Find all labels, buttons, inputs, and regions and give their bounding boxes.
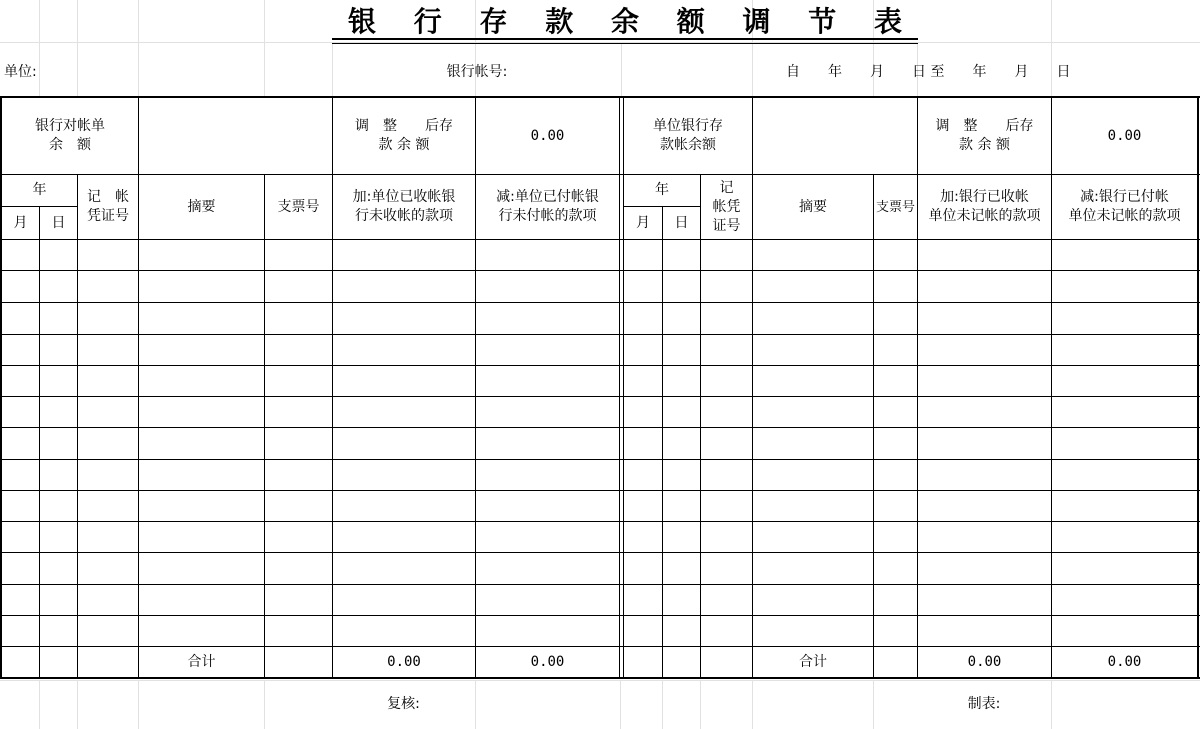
bank-adjusted-balance-value: 0.00 [530, 127, 565, 144]
period-range: 自 年 月 日 至 年 月 日 [786, 63, 1071, 80]
left-voucher-header: 记 帐 凭证号 [87, 189, 129, 224]
left-total-subtract: 0.00 [530, 653, 565, 670]
account-label: 银行帐号: [446, 63, 508, 80]
right-total-subtract: 0.00 [1107, 653, 1142, 670]
preparer-label: 制表: [967, 695, 1001, 712]
left-add-header: 加:单位已收帐银 行未收帐的款项 [352, 189, 456, 224]
right-month-header: 月 [636, 214, 650, 231]
unit-label: 单位: [4, 63, 37, 80]
left-year-header: 年 [32, 182, 47, 198]
right-total-label: 合计 [799, 653, 827, 670]
left-subtract-header: 减:单位已付帐银 行未付帐的款项 [496, 189, 599, 224]
bank-statement-balance-label: 银行对帐单 余 额 [35, 118, 105, 153]
left-total-label: 合计 [187, 653, 216, 670]
left-month-header: 月 [13, 214, 28, 231]
right-add-header: 加:银行已收帐 单位未记帐的款项 [928, 189, 1041, 224]
page-title: 银 行 存 款 余 额 调 节 表 [348, 5, 916, 38]
book-balance-value[interactable] [753, 98, 917, 174]
book-adjusted-balance-label: 调 整 后存 款 余 额 [935, 118, 1034, 153]
right-day-header: 日 [674, 214, 689, 231]
title-underline-thin [332, 43, 918, 44]
right-total-add: 0.00 [967, 653, 1002, 670]
book-adjusted-balance-value: 0.00 [1107, 127, 1142, 144]
right-cheque-header: 支票号 [875, 199, 915, 215]
left-total-add: 0.00 [387, 653, 421, 670]
book-balance-label: 单位银行存 款帐余额 [653, 118, 723, 153]
left-summary-header: 摘要 [187, 198, 216, 215]
right-subtract-header: 减:银行已付帐 单位未记帐的款项 [1068, 189, 1181, 224]
bank-statement-balance-value[interactable] [139, 98, 332, 174]
right-voucher-header: 记 帐凭 证号 [712, 179, 741, 234]
title-underline [332, 38, 918, 40]
right-summary-header: 摘要 [799, 198, 827, 215]
left-day-header: 日 [51, 214, 66, 231]
bank-adjusted-balance-label: 调 整 后存 款 余 额 [355, 118, 453, 153]
reviewer-label: 复核: [387, 695, 420, 712]
left-cheque-header: 支票号 [277, 198, 320, 215]
right-year-header: 年 [655, 182, 669, 198]
